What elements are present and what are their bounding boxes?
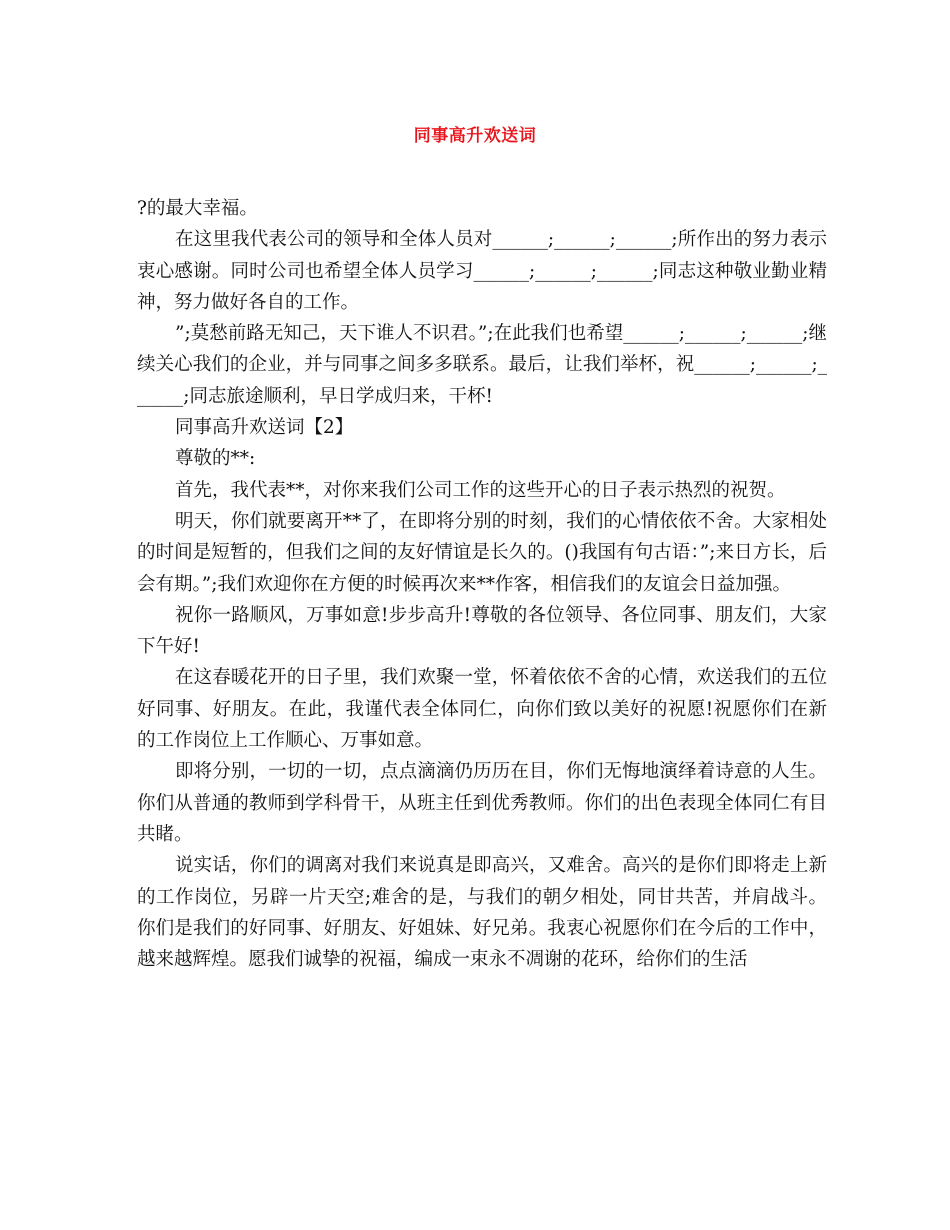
paragraph-8: 祝你一路顺风，万事如意!步步高升!尊敬的各位领导、各位同事、朋友们，大家下午好! <box>137 604 827 658</box>
paragraph-7: 明天，你们就要离开**了，在即将分别的时刻，我们的心情依依不舍。大家相处的时间是短暂的，但我们之间的友好情谊是长久的。()我国有句古语：”;来日方长，后会有期。”;我们欢迎你在方便的时候再次来**作客，相信我们的友谊会日益加强。 <box>137 510 827 595</box>
salutation: 尊敬的**: <box>175 448 256 470</box>
section-heading-2: 同事高升欢送词【2】 <box>175 417 354 439</box>
paragraph-2: 在这里我代表公司的领导和全体人员对______;______;______;所作出的努力表示衷心感谢。同时公司也希望全体人员学习______;______;______;同志这种敬业勤业精神，努力做好各自的工作。 <box>137 229 827 313</box>
paragraph-11: 说实话，你们的调离对我们来说真是即高兴，又难舍。高兴的是你们即将走上新的工作岗位，另辟一片天空;难舍的是，与我们的朝夕相处，同甘共苦，并肩战斗。你们是我们的好同事、好朋友、好姐妹、好兄弟。我衷心祝愿你们在今后的工作中，越来越辉煌。愿我们诚挚的祝福，编成一束永不凋谢的花环，给你们的生活 <box>137 855 827 971</box>
paragraph-10: 即将分别，一切的一切，点点滴滴仍历历在目，你们无悔地演绎着诗意的人生。你们从普通的教师到学科骨干，从班主任到优秀教师。你们的出色表现全体同仁有目共睹。 <box>137 761 827 845</box>
paragraph-6: 首先，我代表**，对你来我们公司工作的这些开心的日子表示热烈的祝贺。 <box>175 479 786 501</box>
paragraph-3: ”;莫愁前路无知己，天下谁人不识君。”;在此我们也希望______;______;______;继续关心我们的企业，并与同事之间多多联系。最后，让我们举杯，祝______;______;______;同志旅途顺利，早日学成归来，干杯! <box>137 323 827 407</box>
paragraph-9: 在这春暖花开的日子里，我们欢聚一堂，怀着依依不舍的心情，欢送我们的五位好同事、好朋友。在此，我谨代表全体同仁，向你们致以美好的祝愿!祝愿你们在新的工作岗位上工作顺心、万事如意。 <box>137 667 827 752</box>
paragraph-1: ?的最大幸福。 <box>137 198 258 219</box>
document-body <box>137 193 827 975</box>
document-title: 同事高升欢送词 <box>413 126 537 146</box>
